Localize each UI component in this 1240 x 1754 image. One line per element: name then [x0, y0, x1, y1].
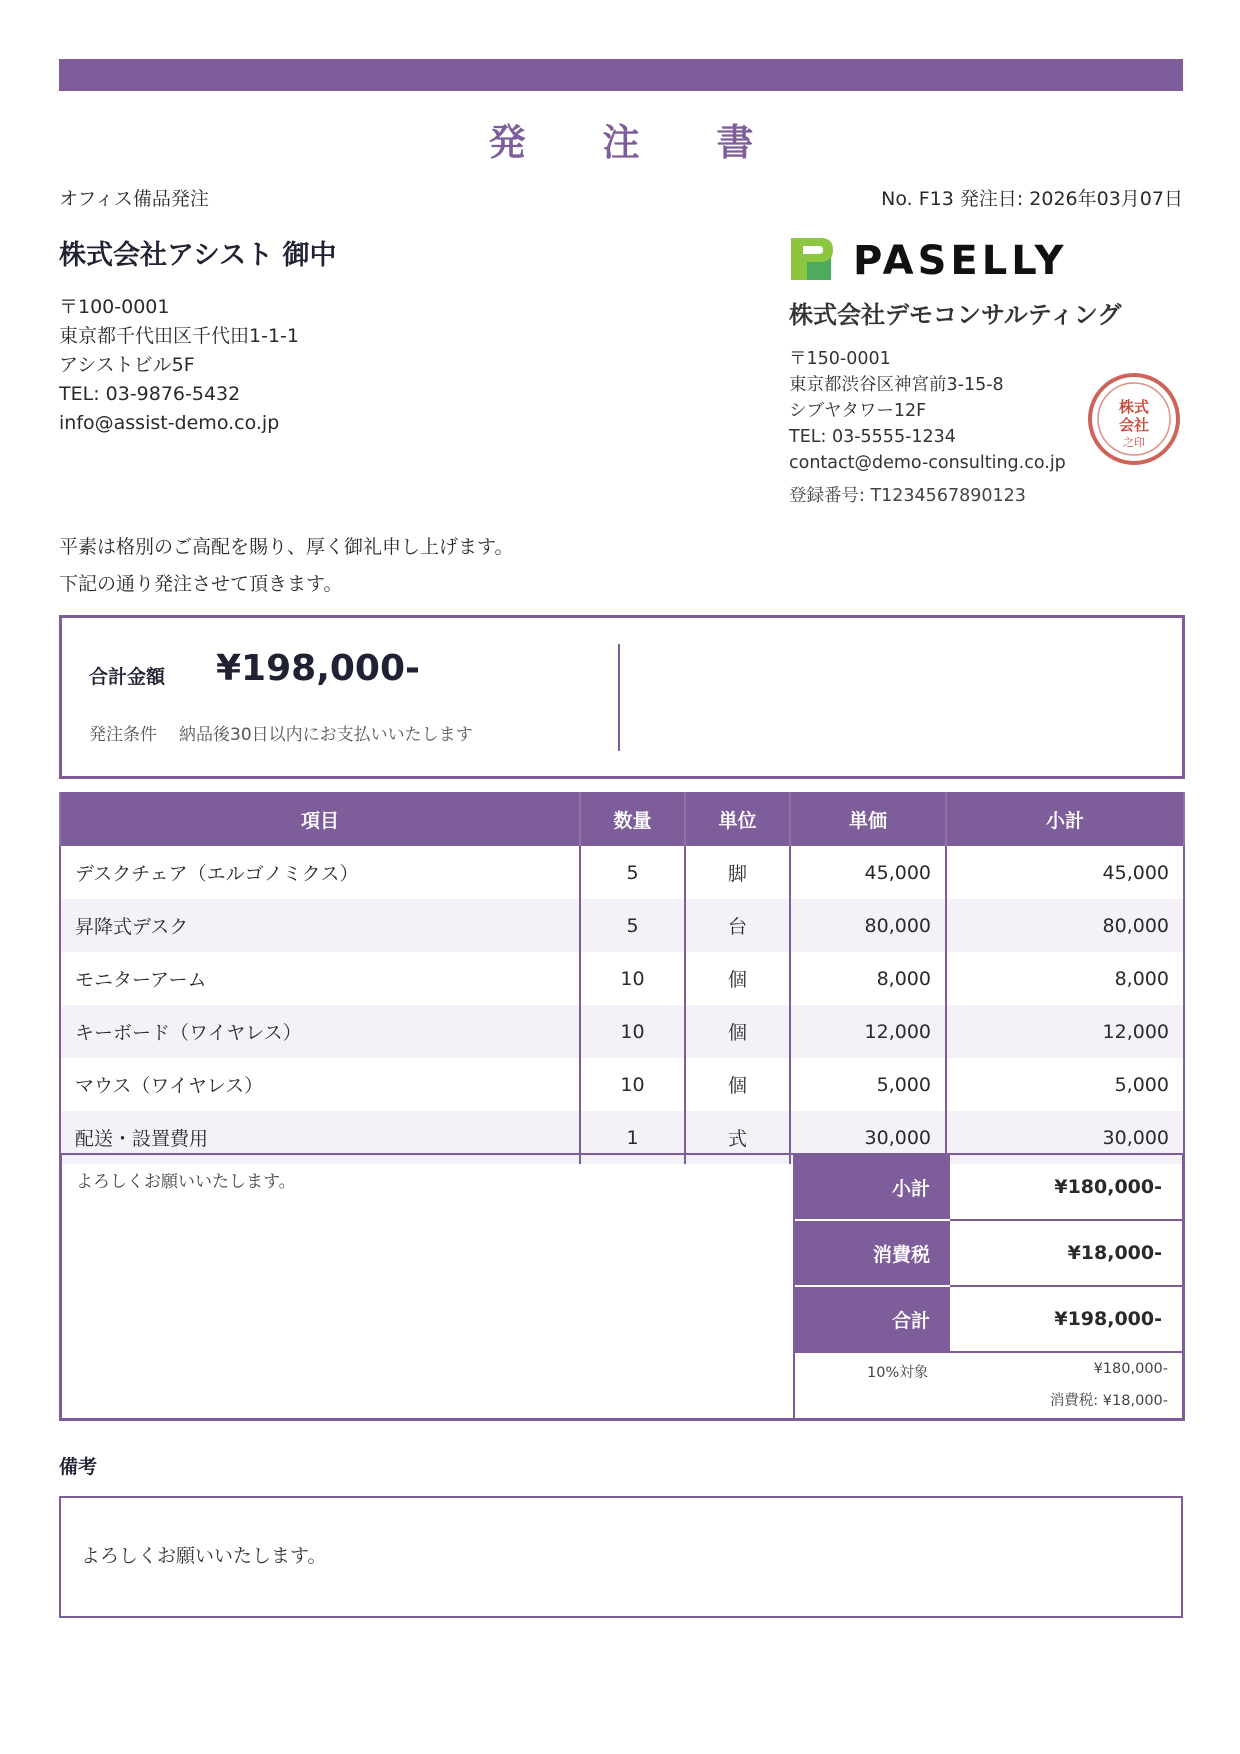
item-subtotal: 5,000 [946, 1058, 1184, 1111]
header-quantity: 数量 [580, 792, 685, 846]
table-row [60, 846, 1184, 899]
totals-section [59, 1153, 1185, 1421]
client-address-line1: 東京都千代田区千代田1-1-1 [59, 325, 299, 347]
table-row [60, 952, 1184, 1005]
client-tel: TEL: 03-9876-5432 [59, 383, 241, 405]
item-name: デスクチェア（エルゴノミクス） [60, 846, 580, 899]
client-email: info@assist-demo.co.jp [59, 412, 280, 434]
summary-divider [618, 644, 620, 751]
tax-row [795, 1221, 1182, 1285]
document-subject: オフィス備品発注 [59, 188, 209, 210]
tax-label: 消費税 [795, 1221, 950, 1285]
greeting-line1: 平素は格別のご高配を賜り、厚く御礼申し上げます。 [59, 536, 514, 558]
item-subtotal: 8,000 [946, 952, 1184, 1005]
item-unit-price: 80,000 [790, 899, 946, 952]
item-quantity: 10 [580, 952, 685, 1005]
item-unit: 個 [685, 1005, 790, 1058]
issuer-logo [789, 232, 1069, 284]
issuer-postal: 〒150-0001 [789, 349, 891, 369]
document-title: 発 注 書 [488, 121, 786, 164]
item-unit: 式 [685, 1111, 790, 1164]
total-amount-value: ¥198,000- [216, 648, 420, 689]
item-quantity: 5 [580, 899, 685, 952]
item-name: モニターアーム [60, 952, 580, 1005]
tax-value: ¥18,000- [1067, 1242, 1162, 1264]
order-conditions-text: 納品後30日以内にお支払いいたします [179, 725, 473, 745]
subtotal-label: 小計 [795, 1155, 950, 1219]
issuer-registration-number: 登録番号: T1234567890123 [789, 486, 1026, 506]
issuer-address-line2: シブヤタワー12F [789, 401, 927, 421]
issuer-tel: TEL: 03-5555-1234 [789, 427, 956, 447]
header-unit-price: 単価 [790, 792, 946, 846]
greeting-text [59, 529, 513, 603]
item-subtotal: 30,000 [946, 1111, 1184, 1164]
remarks-text: よろしくお願いいたします。 [81, 1545, 327, 1567]
total-amount-label: 合計金額 [89, 666, 166, 688]
grand-total-label: 合計 [795, 1287, 950, 1351]
tax-rate-amount: 消費税: ¥18,000- [1049, 1393, 1168, 1409]
svg-text:之印: 之印 [1123, 436, 1145, 449]
table-row [60, 1058, 1184, 1111]
item-unit-price: 5,000 [790, 1058, 946, 1111]
item-name: 昇降式デスク [60, 899, 580, 952]
totals-separator [795, 1351, 1182, 1353]
table-row [60, 1005, 1184, 1058]
grand-total-value: ¥198,000- [1054, 1308, 1162, 1330]
header-unit: 単位 [685, 792, 790, 846]
company-seal-stamp [1085, 370, 1183, 468]
order-conditions-label: 発注条件 [89, 725, 157, 745]
svg-text:PASELLY: PASELLY [853, 238, 1068, 284]
item-quantity: 10 [580, 1005, 685, 1058]
item-name: キーボード（ワイヤレス） [60, 1005, 580, 1058]
remarks-box [59, 1496, 1183, 1618]
issuer-name: 株式会社デモコンサルティング [789, 301, 1122, 329]
greeting-line2: 下記の通り発注させて頂きます。 [59, 573, 343, 595]
order-conditions [89, 720, 495, 745]
client-name: 株式会社アシスト 御中 [59, 240, 337, 271]
item-unit-price: 45,000 [790, 846, 946, 899]
item-unit-price: 8,000 [790, 952, 946, 1005]
client-address-line2: アシストビル5F [59, 354, 195, 376]
header-subtotal: 小計 [946, 792, 1184, 846]
item-unit-price: 12,000 [790, 1005, 946, 1058]
total-summary-box [59, 615, 1185, 779]
header-item: 項目 [60, 792, 580, 846]
item-subtotal: 12,000 [946, 1005, 1184, 1058]
table-header-row [60, 792, 1184, 846]
item-name: マウス（ワイヤレス） [60, 1058, 580, 1111]
item-unit: 台 [685, 899, 790, 952]
item-name: 配送・設置費用 [60, 1111, 580, 1164]
grand-total-row [795, 1287, 1182, 1351]
issuer-email: contact@demo-consulting.co.jp [789, 453, 1066, 473]
document-number-date: No. F13 発注日: 2026年03月07日 [881, 188, 1183, 210]
issuer-address-block [789, 346, 1066, 476]
subtotal-row [795, 1155, 1182, 1219]
item-quantity: 1 [580, 1111, 685, 1164]
header-accent-bar [59, 59, 1183, 91]
remarks-heading: 備考 [59, 1456, 98, 1478]
subtotal-value: ¥180,000- [1054, 1176, 1162, 1198]
item-unit: 個 [685, 952, 790, 1005]
item-quantity: 10 [580, 1058, 685, 1111]
client-address-block [59, 293, 299, 438]
item-unit: 脚 [685, 846, 790, 899]
item-unit-price: 30,000 [790, 1111, 946, 1164]
line-items-table [59, 792, 1185, 1164]
table-row [60, 899, 1184, 952]
client-postal: 〒100-0001 [59, 296, 170, 318]
item-subtotal: 80,000 [946, 899, 1184, 952]
svg-text:会社: 会社 [1118, 416, 1150, 434]
item-unit: 個 [685, 1058, 790, 1111]
item-quantity: 5 [580, 846, 685, 899]
svg-text:株式: 株式 [1118, 398, 1150, 416]
issuer-address-line1: 東京都渋谷区神宮前3-15-8 [789, 375, 1004, 395]
table-note: よろしくお願いいたします。 [76, 1172, 296, 1192]
item-subtotal: 45,000 [946, 846, 1184, 899]
tax-rate-label: 10%対象 [867, 1365, 929, 1381]
tax-rate-base: ¥180,000- [1093, 1361, 1168, 1377]
